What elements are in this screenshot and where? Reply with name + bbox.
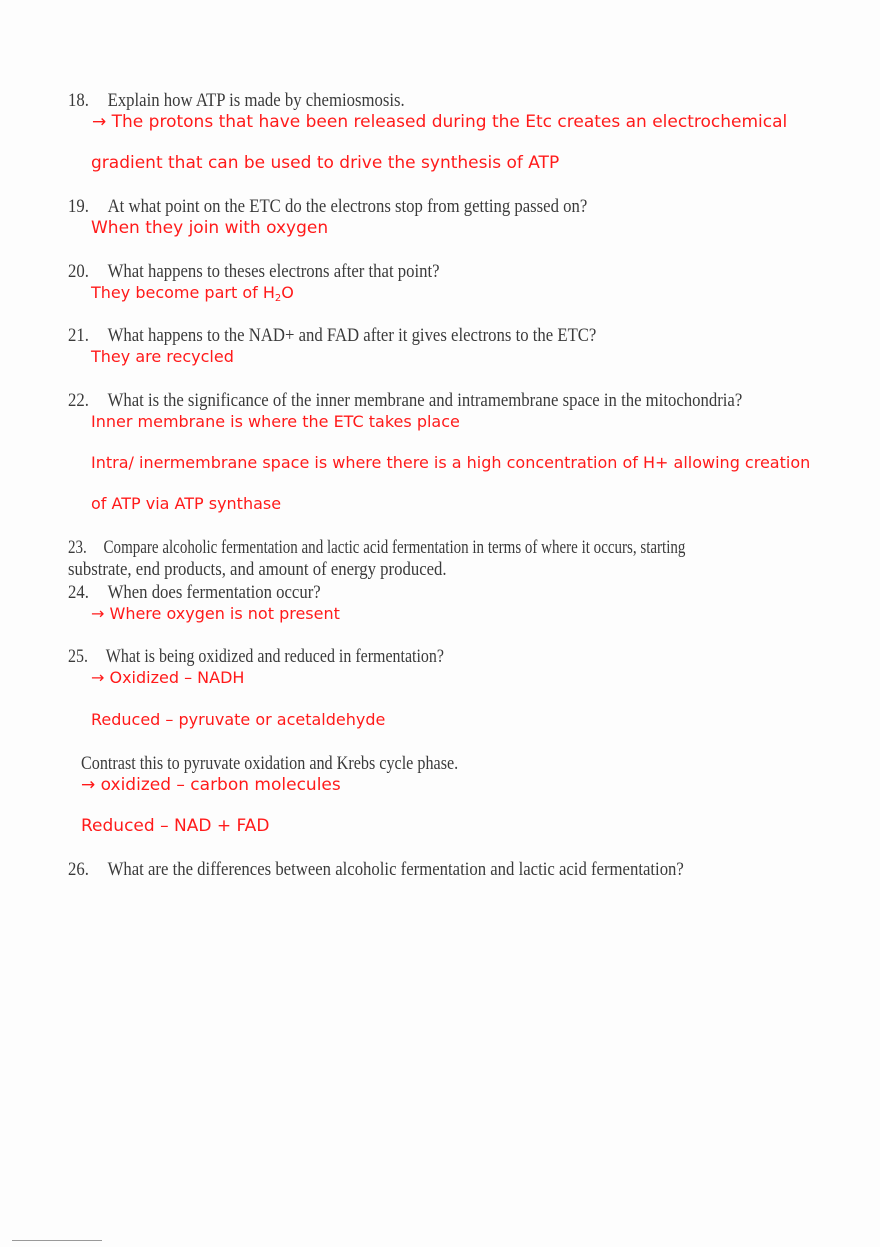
question-number: 23. xyxy=(68,537,87,558)
question-21 xyxy=(68,325,596,347)
followup-answer-line-1: → oxidized – carbon molecules xyxy=(81,775,341,795)
answer-18-line-2: gradient that can be used to drive the synthesis of ATP xyxy=(91,153,560,173)
question-text: What is being oxidized and reduced in fermentation? xyxy=(105,646,444,667)
question-number: 25. xyxy=(68,646,88,667)
answer-25-line-2: Reduced – pyruvate or acetaldehyde xyxy=(91,710,386,729)
answer-20-prefix: They become part of H xyxy=(91,283,275,302)
answer-24: → Where oxygen is not present xyxy=(91,604,340,623)
question-19 xyxy=(68,196,587,218)
question-22 xyxy=(68,390,742,412)
question-number: 26. xyxy=(68,859,89,880)
question-23 xyxy=(68,537,685,559)
answer-22-line-2: Intra/ inermembrane space is where there is a high concentration of H+ allowing creation xyxy=(91,453,811,472)
answer-19: When they join with oxygen xyxy=(91,218,329,238)
question-number: 20. xyxy=(68,261,89,282)
answer-18-line-1: → The protons that have been released during the Etc creates an electrochemical xyxy=(92,112,788,132)
question-text: At what point on the ETC do the electrons stop from getting passed on? xyxy=(107,196,588,217)
question-25 xyxy=(68,646,444,668)
question-number: 24. xyxy=(68,582,89,603)
question-number: 19. xyxy=(68,196,89,217)
answer-25-line-1: → Oxidized – NADH xyxy=(91,668,245,687)
answer-22-line-1: Inner membrane is where the ETC takes place xyxy=(91,412,460,431)
question-23-line-2: substrate, end products, and amount of energy produced. xyxy=(68,559,447,580)
question-24 xyxy=(68,582,321,604)
followup-answer-line-2: Reduced – NAD + FAD xyxy=(81,816,270,836)
question-text: What happens to the NAD+ and FAD after it gives electrons to the ETC? xyxy=(107,325,597,346)
question-text: What is the significance of the inner membrane and intramembrane space in the mitochondria? xyxy=(107,390,743,411)
question-text-line-1: Compare alcoholic fermentation and lactic acid fermentation in terms of where it occurs, starting xyxy=(103,537,686,558)
question-26 xyxy=(68,859,684,881)
question-20 xyxy=(68,261,440,283)
question-text: Explain how ATP is made by chemiosmosis. xyxy=(107,90,405,111)
question-number: 22. xyxy=(68,390,89,411)
question-number: 21. xyxy=(68,325,89,346)
answer-21: They are recycled xyxy=(91,347,234,366)
answer-20-subscript: 2 xyxy=(274,293,282,304)
question-text: What are the differences between alcoholic fermentation and lactic acid fermentation? xyxy=(107,859,684,880)
answer-20 xyxy=(91,283,294,304)
question-text: When does fermentation occur? xyxy=(107,582,321,603)
answer-20-suffix: O xyxy=(281,283,294,302)
question-number: 18. xyxy=(68,90,89,111)
question-18 xyxy=(68,90,405,112)
question-text: What happens to theses electrons after that point? xyxy=(107,261,440,282)
answer-22-line-3: of ATP via ATP synthase xyxy=(91,494,282,513)
footnote-divider xyxy=(12,1240,102,1241)
question-25-followup: Contrast this to pyruvate oxidation and Krebs cycle phase. xyxy=(81,753,459,774)
